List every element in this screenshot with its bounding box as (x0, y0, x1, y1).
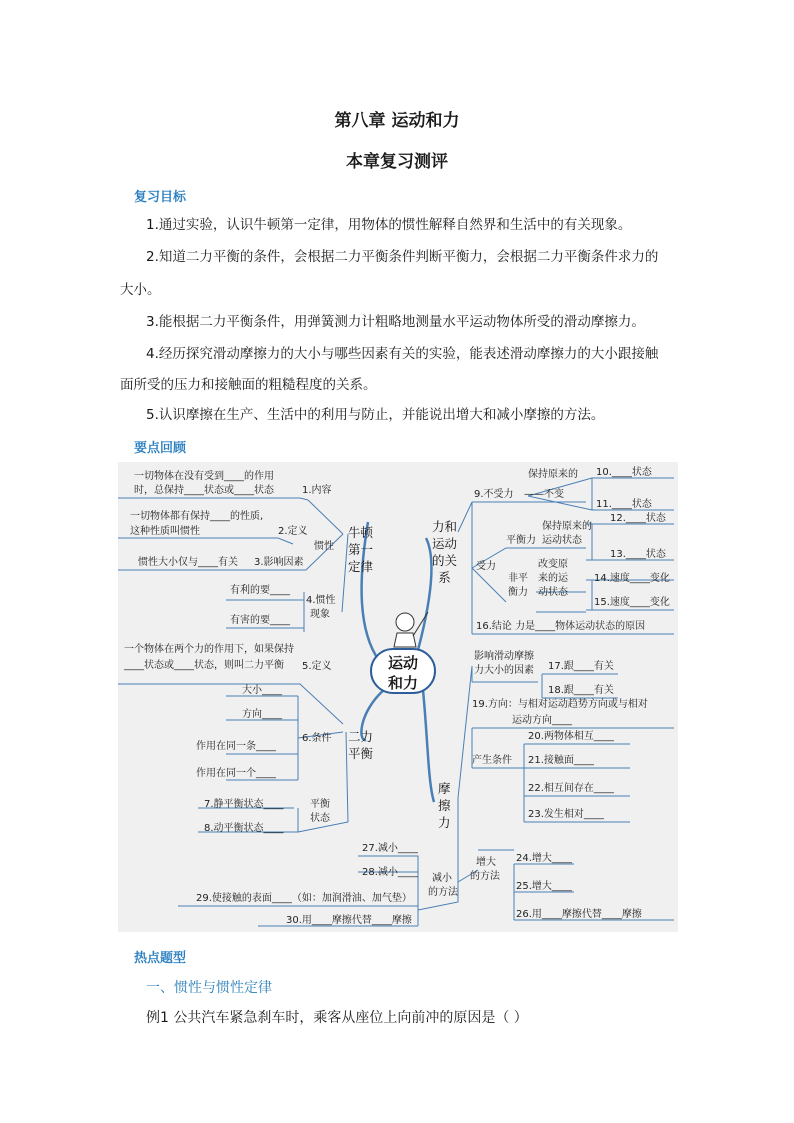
b-def-label: 5.定义 (302, 661, 332, 672)
goal-5: 5.认识摩擦在生产、生活中的利用与防止，并能说出增大和减小摩擦的方法。 (146, 407, 605, 423)
f-balanced: 平衡力 (506, 535, 536, 546)
page-subtitle: 本章复习测评 (346, 152, 448, 172)
b-cond-2: 方向____ (242, 709, 282, 720)
f-nf-label: 9.不受力 (474, 489, 514, 500)
node-fm-2: 运动 (432, 536, 458, 551)
r-27: 27.减小____ (362, 843, 418, 854)
b-state-label-2: 状态 (310, 813, 330, 824)
r-factor-1: 影响滑动摩擦 (474, 651, 534, 662)
n-useful: 有利的要____ (230, 585, 290, 596)
node-force-motion (432, 518, 457, 586)
chapter-title: 第八章 运动和力 (334, 111, 460, 131)
r-20: 20.两物体相互____ (528, 731, 614, 742)
n-factor-label: 3.影响因素 (254, 557, 304, 568)
section-review-heading: 要点回顾 (134, 441, 187, 456)
b-def-2: ____状态或____状态，则叫二力平衡 (124, 660, 284, 671)
r-inc-1: 增大 (476, 857, 496, 868)
node-balance-1: 二力 (348, 729, 374, 744)
n-content-label: 1.内容 (302, 485, 332, 496)
b-state-label-1: 平衡 (310, 799, 330, 810)
f-12: 12.____状态 (610, 513, 666, 524)
node-friction (438, 780, 451, 831)
f-unbal-2: 衡力 (508, 587, 528, 598)
r-17: 17.跟____有关 (548, 661, 614, 672)
r-25: 25.增大____ (516, 881, 572, 892)
r-23: 23.发生相对____ (528, 809, 604, 820)
goal-2-line-2: 大小。 (120, 282, 161, 298)
b-state-1: 7.静平衡状态____ (204, 799, 284, 810)
topic-1-heading: 一、惯性与惯性定律 (146, 980, 272, 996)
n-inertia-2: 这种性质叫惯性 (130, 526, 200, 537)
n-content-1: 一切物体在没有受到____的作用 (134, 471, 274, 482)
mind-map-lines (118, 462, 678, 932)
f-11: 11.____状态 (596, 499, 652, 510)
section-hot-heading: 热点题型 (134, 951, 187, 966)
f-15: 15.速度____变化 (594, 597, 670, 608)
f-16: 16.结论 力是____物体运动状态的原因 (476, 621, 646, 632)
f-force-label: 受力 (476, 561, 496, 572)
b-def-1: 一个物体在两个力的作用下，如果保持 (124, 644, 294, 655)
r-24: 24.增大____ (516, 853, 572, 864)
r-cond-label: 产生条件 (472, 755, 512, 766)
f-change-1: 改变原 (538, 559, 568, 570)
section-goals-heading: 复习目标 (134, 190, 187, 205)
n-size: 惯性大小仅与____有关 (138, 557, 238, 568)
b-state-2: 8.动平衡状态____ (204, 823, 284, 834)
r-21: 21.接触面____ (528, 755, 594, 766)
f-change-2: 来的运 (538, 573, 568, 584)
r-26: 26.用____摩擦代替____摩擦 (516, 909, 642, 920)
n-inertia-1: 一切物体都有保持____的性质, (130, 511, 264, 522)
center-line-1: 运动 (387, 654, 418, 672)
f-change-3: 动状态 (538, 587, 568, 598)
node-fm-3: 的关 (432, 553, 458, 568)
goal-2-line-1: 2.知道二力平衡的条件，会根据二力平衡条件判断平衡力，会根据二力平衡条件求力的 (146, 249, 659, 265)
b-cond-4: 作用在同一个____ (196, 768, 276, 779)
f-keep2-2: 运动状态 (542, 535, 582, 546)
f-10: 10.____状态 (596, 467, 652, 478)
f-keep: 保持原来的 (528, 469, 578, 480)
node-newton (348, 524, 373, 575)
mind-map (118, 462, 678, 932)
f-nochange: ——不变 (524, 489, 564, 500)
r-18: 18.跟____有关 (548, 685, 614, 696)
node-fm-4: 系 (438, 570, 451, 585)
goal-4-line-1: 4.经历探究滑动摩擦力的大小与哪些因素有关的实验，能表述滑动摩擦力的大小跟接触 (146, 346, 659, 362)
b-cond-3: 作用在同一条____ (196, 741, 276, 752)
r-factor-2: 力大小的因素 (474, 665, 534, 676)
center-line-2: 和力 (387, 674, 418, 692)
node-newton-2: 第一 (348, 542, 374, 557)
n-def-label: 2.定义 (278, 526, 308, 537)
r-dec-1: 减小 (432, 873, 452, 884)
n-phen-2: 现象 (310, 609, 330, 620)
r-dec-2: 的方法 (428, 887, 458, 898)
r-30: 30.用____摩擦代替____摩擦 (286, 915, 412, 926)
goal-4-line-2: 面所受的压力和接触面的粗糙程度的关系。 (120, 377, 377, 393)
f-14: 14.速度____变化 (594, 573, 670, 584)
node-fm-1: 力和 (432, 519, 458, 534)
n-harmful: 有害的要____ (230, 615, 290, 626)
b-cond-label: 6.条件 (302, 733, 332, 744)
r-inc-2: 的方法 (470, 871, 500, 882)
goal-3: 3.能根据二力平衡条件，用弹簧测力计粗略地测量水平运动物体所受的滑动摩擦力。 (146, 314, 645, 330)
f-keep2-1: 保持原来的 (542, 521, 592, 532)
node-friction-2: 擦 (438, 798, 451, 813)
example-1: 例1 公共汽车紧急刹车时，乘客从座位上向前冲的原因是（ ） (146, 1010, 528, 1026)
node-newton-1: 牛顿 (348, 525, 374, 540)
node-balance (348, 728, 373, 762)
r-19a: 19.方向：与相对运动趋势方向或与相对 (472, 699, 648, 710)
node-friction-1: 摩 (438, 781, 451, 796)
r-28: 28.减小____ (362, 867, 418, 878)
node-friction-3: 力 (438, 815, 451, 830)
goal-1: 1.通过实验，认识牛顿第一定律，用物体的惯性解释自然界和生活中的有关现象。 (146, 217, 632, 233)
f-unbal-1: 非平 (508, 573, 528, 584)
r-19b: 运动方向____ (512, 715, 572, 726)
n-phen-1: 4.惯性 (306, 595, 336, 606)
b-cond-1: 大小____ (242, 685, 282, 696)
f-13: 13.____状态 (610, 549, 666, 560)
r-22: 22.相互间存在____ (528, 783, 614, 794)
r-29: 29.使接触的表面____（如：加润滑油、加气垫） (196, 893, 412, 904)
node-newton-3: 定律 (348, 559, 374, 574)
n-inertia-label: 惯性 (314, 541, 334, 552)
center-node (370, 648, 436, 694)
n-content-2: 时，总保持____状态或____状态 (134, 485, 274, 496)
node-balance-2: 平衡 (348, 746, 374, 761)
